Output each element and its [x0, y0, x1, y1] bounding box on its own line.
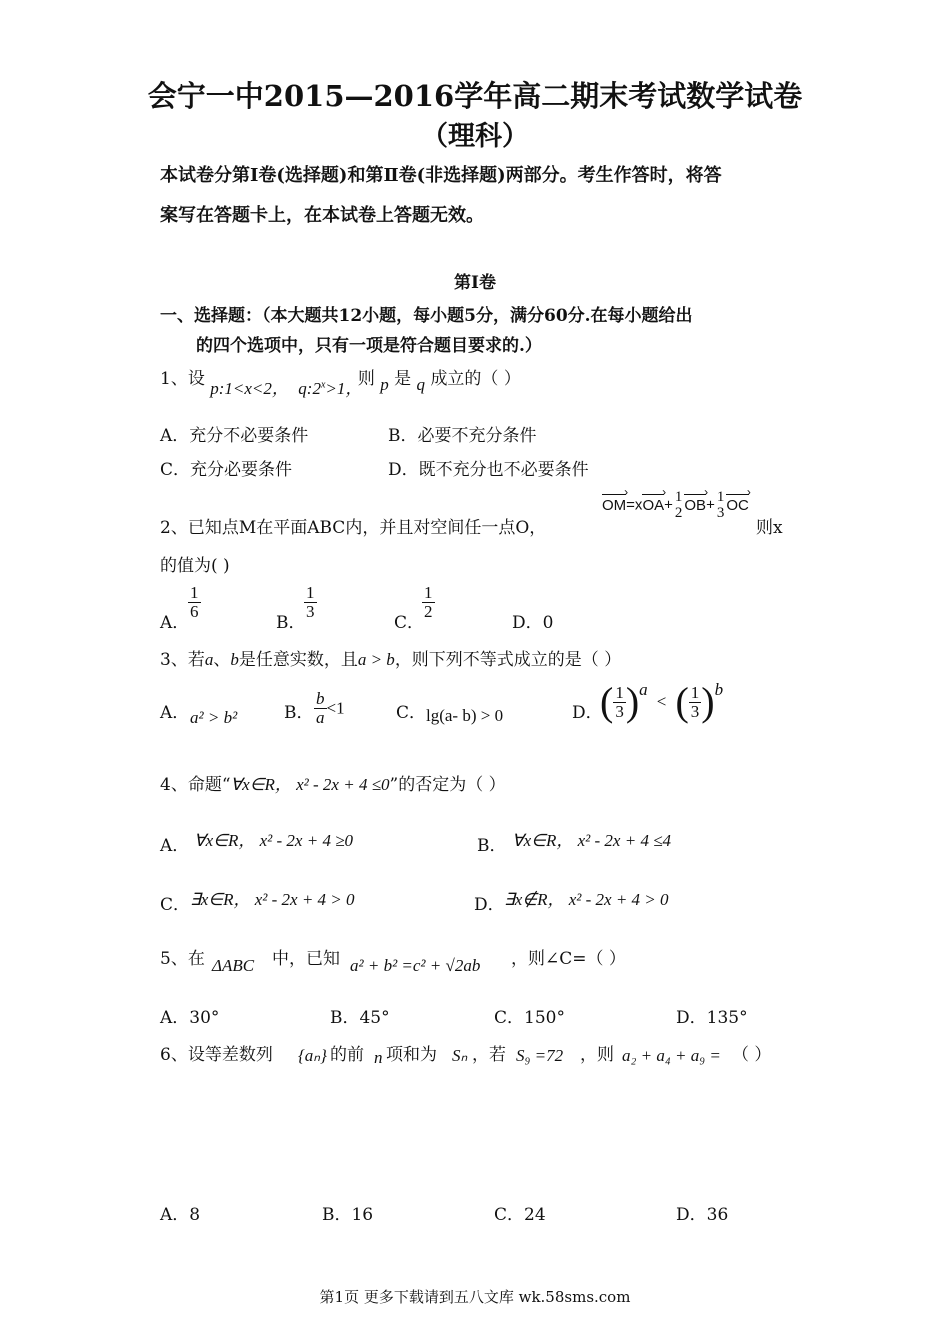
question-1 [160, 364, 521, 398]
q5-triangle: ΔABC [212, 956, 255, 975]
q6-suffix: （ ） [732, 1045, 772, 1065]
q6-sn: Sₙ [452, 1046, 468, 1065]
q3-option-c: C． [396, 703, 427, 723]
q4-option-a: A． [160, 836, 190, 856]
q1-q-def: $q:2^x>1$， [298, 379, 363, 398]
q6-option-a: A．8 [160, 1205, 201, 1225]
q5-option-c: C．150° [494, 1008, 565, 1028]
q2-vec-om: OM › [602, 497, 626, 514]
q6-n: n [374, 1048, 383, 1067]
q6-mid-1: 的前 [330, 1045, 364, 1065]
q6-option-c: C．24 [494, 1205, 546, 1225]
q6-condition: S₉ =72 [516, 1046, 564, 1065]
q2-line-2: 的值为( ) [160, 556, 230, 576]
intro-line-2: 案写在答题卡上，在本试卷上答题无效。 [160, 205, 484, 226]
q2-option-d: D．0 [512, 613, 554, 633]
q1-option-d: D．既不充分也不必要条件 [388, 460, 589, 480]
q1-ze: 则 [357, 369, 375, 389]
q5-equation: a² + b² =c² + √2ab [350, 956, 481, 975]
q2-option-a-frac: $\frac{1}{6}$ [190, 583, 199, 621]
q4-option-c: C． [160, 895, 191, 915]
q3-option-b: B． [284, 703, 314, 723]
q4-option-b: B． [477, 836, 507, 856]
q5-mid: 中，已知 [272, 949, 340, 969]
q2-option-c: C． [394, 613, 425, 633]
q1-prefix: 1、设 [160, 369, 205, 389]
q5-prefix: 5、在 [160, 949, 205, 969]
q6-mid-2: 项和为 [386, 1045, 437, 1065]
section-heading-line-1: 一、选择题：（本大题共12小题，每小题5分，满分60分.在每小题给出 [160, 306, 693, 326]
page-title: 会宁一中2015—2016学年高二期末考试数学试卷 [147, 79, 803, 113]
q4-option-d: D． [474, 895, 505, 915]
q3-option-d: D． [572, 703, 603, 723]
q2-option-b-frac: $\frac{1}{3}$ [306, 583, 315, 621]
section-title: 第Ⅰ卷 [454, 273, 496, 293]
q6-prefix: 6、设等差数列 [160, 1045, 273, 1065]
q4-option-d-math: ∃x∉R， x² - 2x + 4 > 0 [504, 890, 669, 909]
q2-vec-oc: OC › [726, 497, 749, 514]
q6-expression: a₂ + a₄ + a₉ = [622, 1046, 721, 1065]
q1-p: p [380, 375, 389, 394]
q1-option-b: B．必要不充分条件 [388, 426, 537, 446]
q5-option-b: B．45° [330, 1008, 390, 1028]
q1-q: q [416, 375, 426, 394]
section-heading-line-2: 的四个选项中，只有一项是符合题目要求的.） [196, 336, 542, 356]
q5-option-d: D．135° [676, 1008, 748, 1028]
q1-option-c: C．充分必要条件 [160, 460, 293, 480]
q2-vec-ob: OB › [684, 497, 706, 514]
q2-option-c-frac: $\frac{1}{2}$ [424, 583, 433, 621]
q3-option-d-math: ( $\frac{1}{3}$ )$^a$ < ( $\frac{1}{3}$ )$^b$ [600, 679, 724, 724]
q3-option-c-math: lg(a- b) > 0 [426, 706, 504, 725]
q2-prefix: 2、已知点M在平面ABC内，并且对空间任一点O， [160, 518, 547, 538]
q6-sequence: {aₙ} [298, 1046, 327, 1065]
question-4: 4、命题“∀x∈R， x² - 2x + 4 ≤0”的否定为（ ） [160, 775, 506, 795]
q3-option-a: A． [160, 703, 190, 723]
q1-p-def: p:1<x<2， [210, 379, 289, 398]
q2-option-a: A． [160, 613, 190, 633]
q1-suffix: 成立的（ ） [430, 369, 521, 389]
q6-mid-3: ，若 [472, 1045, 506, 1065]
q6-option-b: B．16 [322, 1205, 374, 1225]
q1-option-a: A．充分不必要条件 [160, 426, 309, 446]
q2-option-b: B． [276, 613, 306, 633]
q4-option-b-math: ∀x∈R， x² - 2x + 4 ≤4 [512, 831, 672, 850]
q4-option-a-math: ∀x∈R， x² - 2x + 4 ≥0 [194, 831, 354, 850]
question-3: 3、若a、b是任意实数，且a > b，则下列不等式成立的是（ ） [160, 650, 622, 670]
q2-vector-equation: OM ›=xOA ›+ 1 2 OB ›+ 1 3 OC › [602, 490, 749, 522]
q3-option-b-math: $\frac{b}{a}$ <1 [316, 689, 345, 727]
page-footer: 第1页 更多下载请到五八文库 wk.58sms.com [319, 1288, 631, 1306]
q2-half: 1 2 [674, 489, 683, 521]
intro-line-1: 本试卷分第Ⅰ卷(选择题)和第Ⅱ卷(非选择题)两部分。考生作答时，将答 [160, 165, 722, 186]
q4-option-c-math: ∃x∈R， x² - 2x + 4 > 0 [190, 890, 355, 909]
q5-suffix: ，则∠C=（ ） [511, 949, 626, 969]
q3-option-a-math: a² > b² [190, 708, 238, 727]
q2-third: 1 3 [716, 489, 725, 521]
page-subtitle: （理科） [421, 121, 529, 152]
q6-mid-4: ，则 [580, 1045, 614, 1065]
q2-suffix: 则x [756, 518, 783, 538]
q5-option-a: A．30° [160, 1008, 220, 1028]
q6-option-d: D．36 [676, 1205, 729, 1225]
q2-vec-oa: OA › [642, 497, 664, 514]
q1-shi: 是 [394, 369, 412, 389]
